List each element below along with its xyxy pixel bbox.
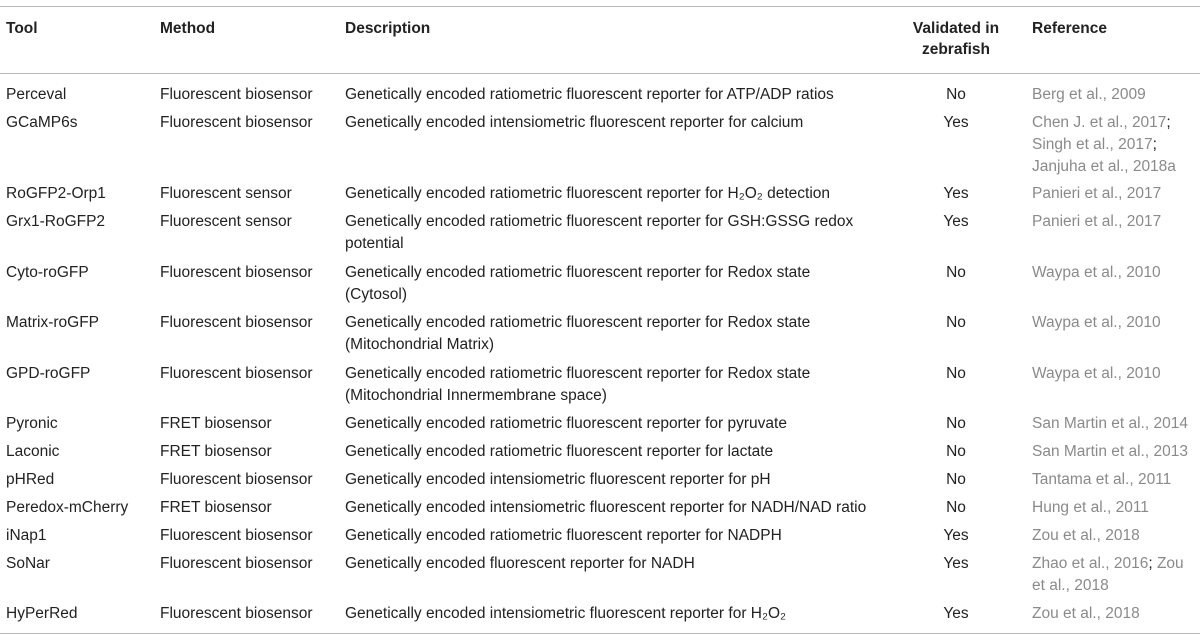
reference-line [1032, 575, 1200, 597]
tool-cell: Pyronic [6, 415, 58, 432]
reference-separator: ; [1148, 555, 1157, 572]
reference-link: Panieri et al., 2017 [1032, 185, 1162, 202]
validated-cell: Yes [943, 555, 969, 572]
description-line: Genetically encoded intensiometric fluorescent reporter for pH [345, 471, 771, 488]
reference-link: Zhao et al., 2016 [1032, 555, 1149, 572]
reference-cell [1032, 312, 1200, 334]
reference-link: Chen J. et al., 2017 [1032, 114, 1167, 131]
method-cell: FRET biosensor [160, 415, 272, 432]
description-cell [345, 441, 905, 463]
tool-cell: Matrix-roGFP [6, 314, 99, 331]
reference-cell [1032, 469, 1200, 491]
reference-cell [1032, 183, 1200, 205]
reference-line [1032, 134, 1200, 156]
header-validated [908, 18, 1004, 60]
method-cell: Fluorescent biosensor [160, 527, 313, 544]
description-line: Genetically encoded ratiometric fluorescent reporter for Redox state [345, 314, 811, 331]
tool-cell: GCaMP6s [6, 114, 78, 131]
method-cell: Fluorescent sensor [160, 213, 292, 230]
description-line: Genetically encoded ratiometric fluorescent reporter for Redox state [345, 365, 811, 382]
reference-line [1032, 441, 1200, 463]
validated-cell: No [946, 471, 966, 488]
method-cell: Fluorescent biosensor [160, 365, 313, 382]
description-line: Genetically encoded intensiometric fluorescent reporter for calcium [345, 114, 804, 131]
reference-cell [1032, 413, 1200, 435]
reference-link: Tantama et al., 2011 [1032, 471, 1172, 488]
description-line: Genetically encoded ratiometric fluorescent reporter for NADPH [345, 527, 782, 544]
method-cell: Fluorescent biosensor [160, 555, 313, 572]
reference-cell [1032, 441, 1200, 463]
tool-cell: SoNar [6, 555, 50, 572]
tool-cell: Peredox-mCherry [6, 499, 129, 516]
description-line: Genetically encoded intensiometric fluorescent reporter for NADH/NAD ratio [345, 499, 867, 516]
tool-cell: pHRed [6, 471, 55, 488]
method-cell: Fluorescent biosensor [160, 264, 313, 281]
reference-cell [1032, 497, 1200, 519]
description-cell [345, 112, 905, 134]
reference-link: Waypa et al., 2010 [1032, 314, 1161, 331]
validated-cell: Yes [943, 605, 969, 622]
tool-cell: HyPerRed [6, 605, 78, 622]
tool-cell: GPD-roGFP [6, 365, 91, 382]
reference-line [1032, 603, 1200, 625]
description-cell [345, 363, 905, 407]
description-line: Genetically encoded ratiometric fluorescent reporter for ATP/ADP ratios [345, 86, 834, 103]
reference-cell [1032, 553, 1200, 597]
reference-link: Zou et al., 2018 [1032, 605, 1140, 622]
header-tool: Tool [6, 20, 38, 37]
method-cell: Fluorescent biosensor [160, 471, 313, 488]
bottom-rule [0, 633, 1200, 634]
method-cell: Fluorescent biosensor [160, 114, 313, 131]
validated-cell: Yes [943, 213, 969, 230]
description-line: (Mitochondrial Innermembrane space) [345, 387, 607, 404]
reference-separator: ; [1166, 114, 1171, 131]
description-cell [345, 211, 905, 255]
reference-cell [1032, 603, 1200, 625]
reference-link: San Martin et al., 2013 [1032, 443, 1188, 460]
reference-line [1032, 183, 1200, 205]
validated-cell: No [946, 264, 966, 281]
reference-line [1032, 262, 1200, 284]
method-cell: Fluorescent sensor [160, 185, 292, 202]
tool-cell: Perceval [6, 86, 67, 103]
reference-line [1032, 363, 1200, 385]
tool-cell: Cyto-roGFP [6, 264, 89, 281]
reference-link: Hung et al., 2011 [1032, 499, 1149, 516]
description-cell [345, 553, 905, 575]
reference-link: Janjuha et al., 2018a [1032, 158, 1176, 175]
reference-line [1032, 469, 1200, 491]
tool-cell: Grx1-RoGFP2 [6, 213, 106, 230]
reference-line [1032, 553, 1200, 575]
reference-link: Waypa et al., 2010 [1032, 365, 1161, 382]
reference-line [1032, 84, 1200, 106]
validated-cell: Yes [943, 185, 969, 202]
method-cell: Fluorescent biosensor [160, 86, 313, 103]
reference-line [1032, 312, 1200, 334]
description-line: Genetically encoded ratiometric fluorescent reporter for Redox state [345, 264, 811, 281]
description-cell [345, 603, 905, 625]
header-rule [0, 73, 1200, 74]
reference-line [1032, 211, 1200, 233]
validated-cell: No [946, 365, 966, 382]
method-cell: Fluorescent biosensor [160, 605, 313, 622]
header-validated-line1: Validated in [912, 20, 1000, 37]
reference-link: Singh et al., 2017 [1032, 136, 1153, 153]
description-line: (Cytosol) [345, 286, 408, 303]
description-line: Genetically encoded ratiometric fluorescent reporter for GSH:GSSG redox [345, 213, 854, 230]
header-method: Method [160, 20, 216, 37]
description-cell [345, 525, 905, 547]
reference-link: Zou [1156, 555, 1184, 572]
description-cell [345, 183, 905, 205]
reference-link: et al., 2018 [1032, 577, 1109, 594]
description-cell [345, 262, 905, 306]
header-validated-line2: zebrafish [921, 41, 991, 58]
reference-line [1032, 525, 1200, 547]
validated-cell: No [946, 499, 966, 516]
reference-link: San Martin et al., 2014 [1032, 415, 1188, 432]
tool-cell: iNap1 [6, 527, 47, 544]
method-cell: Fluorescent biosensor [160, 314, 313, 331]
reference-cell [1032, 262, 1200, 284]
reference-line [1032, 497, 1200, 519]
validated-cell: Yes [943, 114, 969, 131]
description-line: (Mitochondrial Matrix) [345, 336, 495, 353]
description-cell [345, 413, 905, 435]
reference-link: Waypa et al., 2010 [1032, 264, 1161, 281]
validated-cell: No [946, 443, 966, 460]
reference-separator: ; [1152, 136, 1157, 153]
reference-line [1032, 413, 1200, 435]
description-cell [345, 497, 905, 519]
header-reference: Reference [1032, 20, 1107, 37]
description-line: Genetically encoded intensiometric fluorescent reporter for H₂O₂ [345, 605, 787, 622]
reference-cell [1032, 211, 1200, 233]
reference-cell [1032, 84, 1200, 106]
description-cell [345, 84, 905, 106]
description-cell [345, 312, 905, 356]
description-line: potential [345, 235, 404, 252]
validated-cell: Yes [943, 527, 969, 544]
description-line: Genetically encoded ratiometric fluorescent reporter for lactate [345, 443, 774, 460]
method-cell: FRET biosensor [160, 499, 272, 516]
reference-link: Panieri et al., 2017 [1032, 213, 1162, 230]
header-description: Description [345, 20, 431, 37]
reference-line [1032, 112, 1200, 134]
description-line: Genetically encoded ratiometric fluorescent reporter for H₂O₂ detection [345, 185, 831, 202]
validated-cell: No [946, 415, 966, 432]
validated-cell: No [946, 314, 966, 331]
description-line: Genetically encoded fluorescent reporter for NADH [345, 555, 695, 572]
description-cell [345, 469, 905, 491]
tool-cell: Laconic [6, 443, 60, 460]
reference-line [1032, 156, 1200, 178]
top-rule [0, 6, 1200, 7]
tool-cell: RoGFP2-Orp1 [6, 185, 106, 202]
reference-cell [1032, 363, 1200, 385]
reference-cell [1032, 525, 1200, 547]
reference-cell [1032, 112, 1200, 178]
description-line: Genetically encoded ratiometric fluorescent reporter for pyruvate [345, 415, 787, 432]
method-cell: FRET biosensor [160, 443, 272, 460]
validated-cell: No [946, 86, 966, 103]
reference-link: Berg et al., 2009 [1032, 86, 1146, 103]
reference-link: Zou et al., 2018 [1032, 527, 1140, 544]
